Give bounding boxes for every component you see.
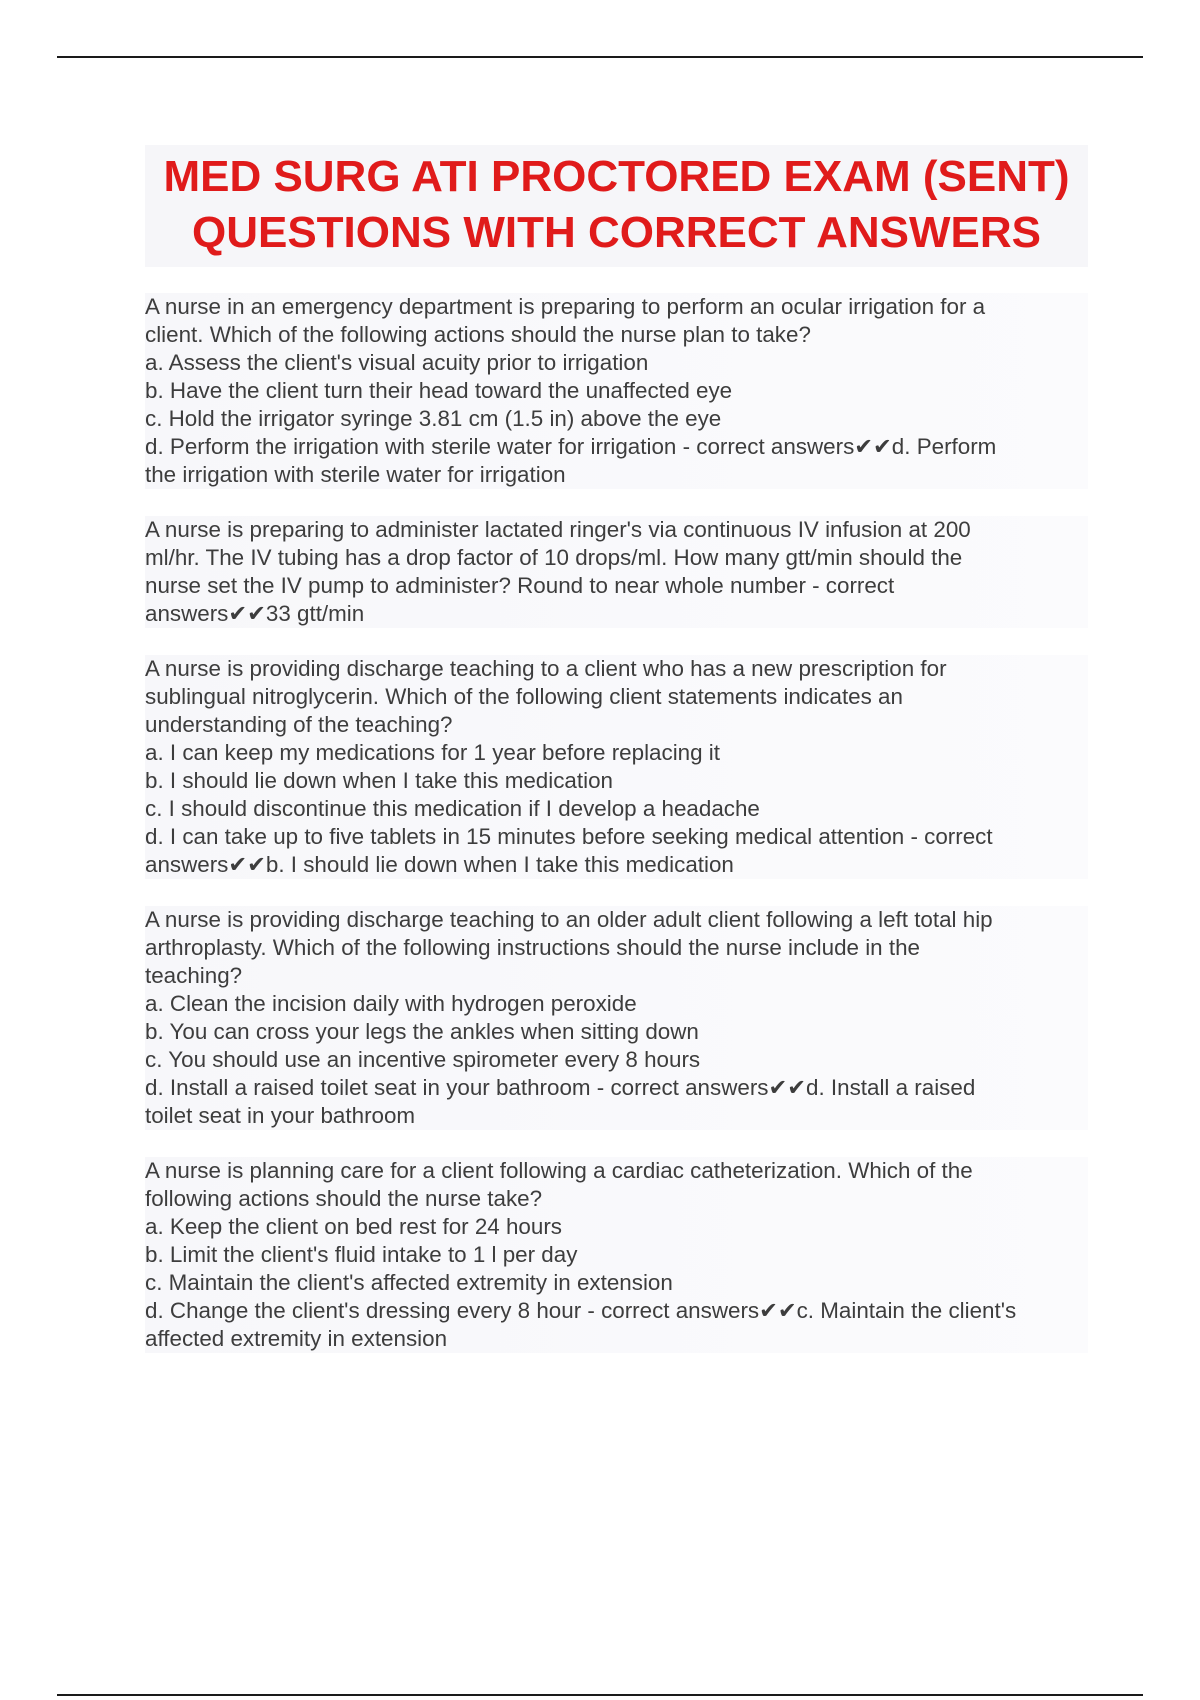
answer-option: b. You can cross your legs the ankles when sitting down	[145, 1018, 1088, 1046]
answer-option: c. You should use an incentive spirometer every 8 hours	[145, 1046, 1088, 1074]
correct-answer-continuation: affected extremity in extension	[145, 1325, 1088, 1353]
question-line: A nurse is providing discharge teaching to a client who has a new prescription for	[145, 655, 1088, 683]
question-line: nurse set the IV pump to administer? Round to near whole number - correct	[145, 572, 1088, 600]
question-line: following actions should the nurse take?	[145, 1185, 1088, 1213]
answer-option: c. Maintain the client's affected extremity in extension	[145, 1269, 1088, 1297]
bottom-rule	[57, 1694, 1143, 1696]
answer-option-with-correct-answer: d. Install a raised toilet seat in your bathroom - correct answers✔✔d. Install a raised	[145, 1074, 1088, 1102]
answer-option: b. Limit the client's fluid intake to 1 l per day	[145, 1241, 1088, 1269]
question-block	[145, 1157, 1088, 1353]
question-line: teaching?	[145, 962, 1088, 990]
question-block	[145, 906, 1088, 1130]
document-title: MED SURG ATI PROCTORED EXAM (SENT) QUESTIONS WITH CORRECT ANSWERS	[163, 152, 1070, 257]
question-line: understanding of the teaching?	[145, 711, 1088, 739]
top-rule	[57, 56, 1143, 58]
question-line: A nurse is preparing to administer lactated ringer's via continuous IV infusion at 200	[145, 516, 1088, 544]
answer-option-with-correct-answer: d. Perform the irrigation with sterile water for irrigation - correct answers✔✔d. Perform	[145, 433, 1088, 461]
correct-answer-continuation: the irrigation with sterile water for irrigation	[145, 461, 1088, 489]
answer-option: c. Hold the irrigator syringe 3.81 cm (1.5 in) above the eye	[145, 405, 1088, 433]
answer-option: a. Clean the incision daily with hydrogen peroxide	[145, 990, 1088, 1018]
question-line: client. Which of the following actions should the nurse plan to take?	[145, 321, 1088, 349]
question-block	[145, 293, 1088, 489]
question-line: sublingual nitroglycerin. Which of the following client statements indicates an	[145, 683, 1088, 711]
answer-option: c. I should discontinue this medication if I develop a headache	[145, 795, 1088, 823]
answer-option: b. I should lie down when I take this medication	[145, 767, 1088, 795]
answer-option-with-correct-answer: d. Change the client's dressing every 8 hour - correct answers✔✔c. Maintain the client's	[145, 1297, 1088, 1325]
question-line: A nurse is providing discharge teaching to an older adult client following a left total hip	[145, 906, 1088, 934]
answer-option-with-correct-answer: d. I can take up to five tablets in 15 minutes before seeking medical attention - correct	[145, 823, 1088, 851]
correct-answer-line: answers✔✔33 gtt/min	[145, 600, 1088, 628]
correct-answer-continuation: answers✔✔b. I should lie down when I take this medication	[145, 851, 1088, 879]
answer-option: a. I can keep my medications for 1 year before replacing it	[145, 739, 1088, 767]
question-line: A nurse is planning care for a client following a cardiac catheterization. Which of the	[145, 1157, 1088, 1185]
question-line: arthroplasty. Which of the following instructions should the nurse include in the	[145, 934, 1088, 962]
title-box	[145, 145, 1088, 267]
document-body	[145, 145, 1088, 1353]
question-block	[145, 655, 1088, 879]
answer-option: a. Assess the client's visual acuity prior to irrigation	[145, 349, 1088, 377]
correct-answer-continuation: toilet seat in your bathroom	[145, 1102, 1088, 1130]
answer-option: a. Keep the client on bed rest for 24 hours	[145, 1213, 1088, 1241]
question-line: A nurse in an emergency department is preparing to perform an ocular irrigation for a	[145, 293, 1088, 321]
question-line: ml/hr. The IV tubing has a drop factor of 10 drops/ml. How many gtt/min should the	[145, 544, 1088, 572]
question-block	[145, 516, 1088, 628]
answer-option: b. Have the client turn their head toward the unaffected eye	[145, 377, 1088, 405]
